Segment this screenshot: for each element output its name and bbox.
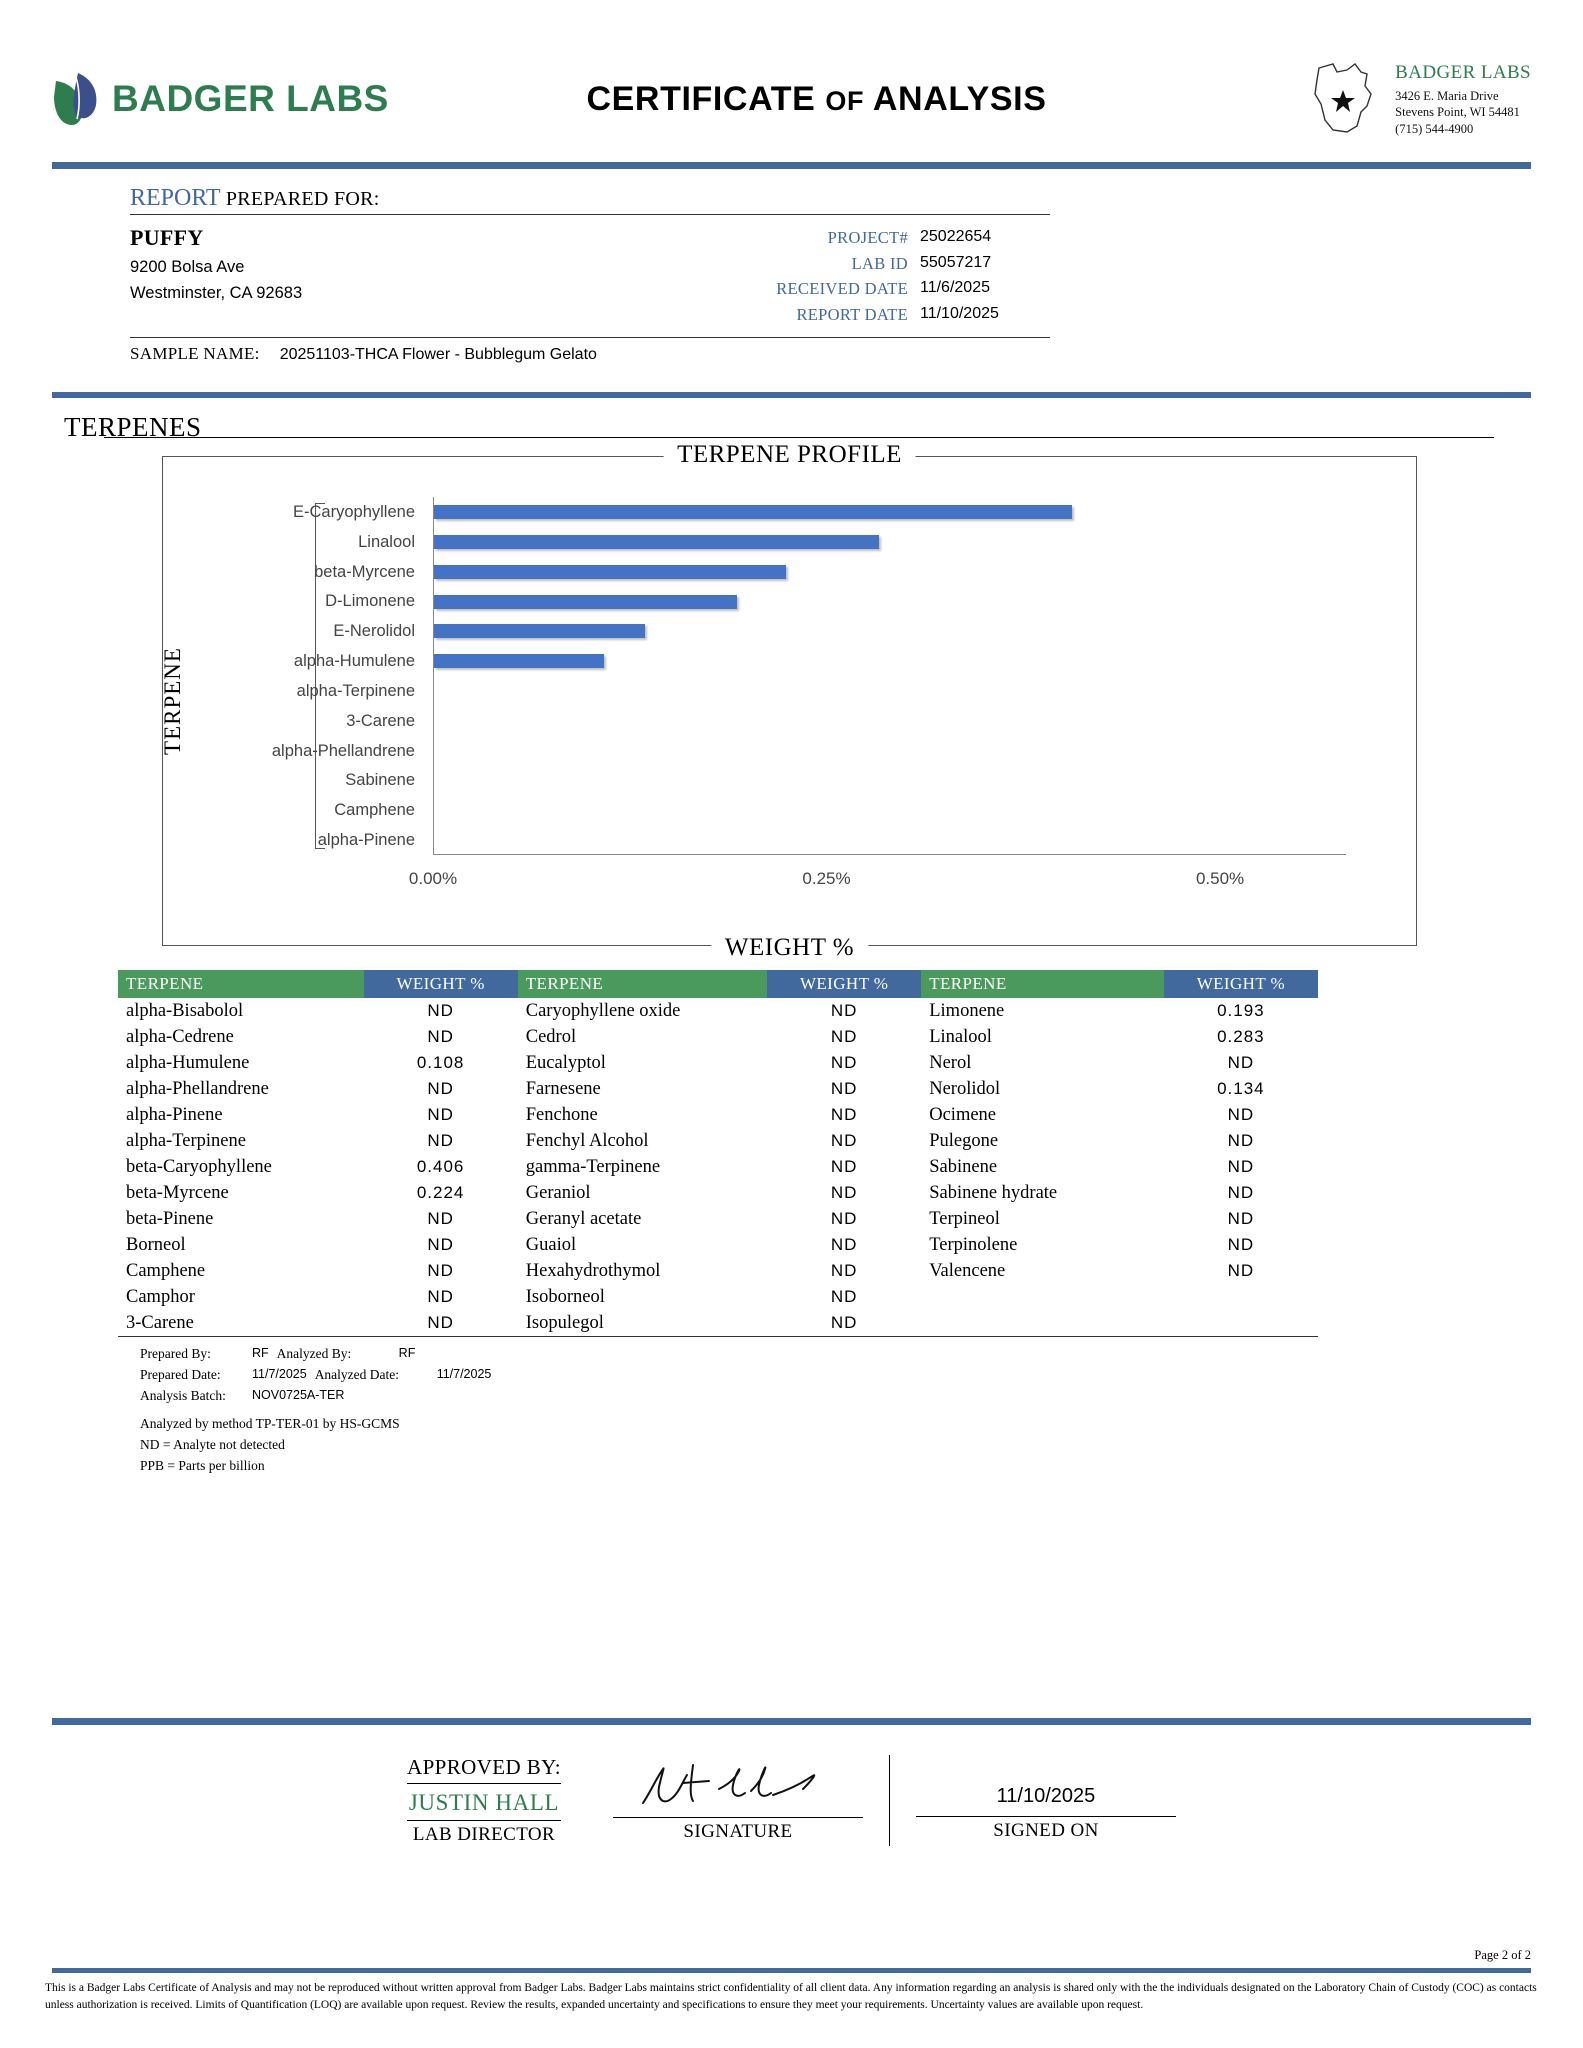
terpene-weight-cell: ND <box>427 1235 454 1255</box>
chart-bar <box>434 505 1072 519</box>
signed-on-col <box>889 1755 1202 1846</box>
chart-x-tick: 0.50% <box>1195 869 1245 889</box>
terpene-name-cell: Caryophyllene oxide <box>525 1000 681 1021</box>
terpene-weight-cell: ND <box>830 1287 858 1307</box>
terpene-weight-cell: ND <box>830 1157 858 1177</box>
chart-x-tick-labels <box>408 869 1346 893</box>
terpene-weight-cell: 0.134 <box>1217 1079 1265 1099</box>
table-row <box>118 1180 1318 1206</box>
terpene-weight-cell: 0.108 <box>416 1053 465 1073</box>
col-header-terpene-2: TERPENE <box>518 970 767 998</box>
chart-bars <box>433 497 1346 855</box>
terpene-name-cell: Sabinene <box>929 1156 998 1177</box>
table-row <box>118 1206 1318 1232</box>
table-header-row <box>118 970 1318 998</box>
terpene-weight-cell: ND <box>830 1183 858 1203</box>
signed-on-label: SIGNED ON <box>916 1816 1176 1842</box>
approver-name: JUSTIN HALL <box>408 1790 560 1815</box>
terpene-weight-cell: ND <box>427 1079 454 1099</box>
meta-label-project: PROJECT# <box>827 228 908 247</box>
terpene-name-cell: Nerolidol <box>929 1078 1001 1099</box>
client-address-line-1: 9200 Bolsa Ave <box>130 258 245 276</box>
chart-x-axis-line <box>433 854 1346 856</box>
analysis-metadata <box>140 1344 1531 1477</box>
section-title: TERPENES <box>64 412 202 443</box>
chart-bar <box>434 595 737 609</box>
terpene-weight-cell: ND <box>1227 1183 1255 1203</box>
chart-x-axis-title: WEIGHT % <box>711 934 868 962</box>
sample-name-label: SAMPLE NAME: <box>130 344 260 364</box>
report-heading-prepared: PREPARED FOR: <box>225 188 380 210</box>
chart-bar <box>434 624 645 638</box>
meta-row-project <box>630 225 1050 251</box>
footer-divider <box>52 1968 1531 1973</box>
table-row <box>118 1050 1318 1076</box>
chart-category-label: alpha-Terpinene <box>296 681 415 700</box>
terpene-name-cell: Geranyl acetate <box>525 1208 642 1229</box>
terpene-weight-cell: ND <box>830 1261 858 1281</box>
terpene-name-cell: Linalool <box>929 1026 992 1047</box>
chart-category-labels <box>163 497 425 855</box>
report-info <box>52 185 1531 364</box>
chart-bar-row <box>434 684 1346 698</box>
table-row <box>118 1102 1318 1128</box>
terpene-name-cell: Hexahydrothymol <box>525 1260 661 1281</box>
terpene-weight-cell: ND <box>427 1027 454 1047</box>
terpene-name-cell: gamma-Terpinene <box>525 1156 661 1177</box>
terpene-name-cell: alpha-Phellandrene <box>126 1078 269 1099</box>
terpene-name-cell: Geraniol <box>525 1182 591 1203</box>
terpene-name-cell: Nerol <box>929 1052 972 1073</box>
meta-value-received: 11/6/2025 <box>920 279 990 297</box>
chart-category-label: alpha-Humulene <box>293 652 415 671</box>
terpene-weight-cell: ND <box>427 1131 454 1151</box>
col-header-weight-3: WEIGHT % <box>1164 970 1318 998</box>
terpene-name-cell: Fenchyl Alcohol <box>525 1130 649 1151</box>
page-number: Page 2 of 2 <box>1474 1948 1531 1962</box>
section-title-underline <box>104 437 1494 438</box>
meta-label-reportdate: REPORT DATE <box>796 304 908 324</box>
terpene-weight-cell <box>1164 1284 1318 1310</box>
lab-info <box>1201 60 1531 138</box>
terpene-weight-cell: ND <box>830 1079 858 1099</box>
page-title <box>432 80 1201 119</box>
signed-on-date: 11/10/2025 <box>996 1785 1096 1807</box>
terpene-name-cell: Farnesene <box>525 1078 601 1099</box>
terpene-weight-cell: ND <box>830 1313 858 1333</box>
terpene-weight-cell: ND <box>830 1209 858 1229</box>
chart-category-label: alpha-Pinene <box>317 831 415 850</box>
col-header-weight-2: WEIGHT % <box>767 970 921 998</box>
sample-row <box>130 337 1050 364</box>
terpene-name-cell: beta-Caryophyllene <box>126 1156 272 1177</box>
terpene-weight-cell: ND <box>830 1105 858 1125</box>
terpene-weight-cell: ND <box>830 1131 858 1151</box>
report-heading-word: REPORT <box>130 185 221 211</box>
terpene-name-cell: alpha-Pinene <box>126 1104 223 1125</box>
approver-role: LAB DIRECTOR <box>407 1820 561 1846</box>
analyzed-by-value: RF <box>398 1346 416 1361</box>
table-row <box>118 1128 1318 1154</box>
terpene-name-cell: Sabinene hydrate <box>929 1182 1058 1203</box>
terpene-weight-cell: ND <box>427 1261 454 1281</box>
terpene-weight-cell: 0.193 <box>1217 1001 1265 1021</box>
terpene-name-cell: Terpineol <box>929 1208 1000 1229</box>
analyzed-by-label: Analyzed By: <box>276 1346 352 1362</box>
meta-row-labid <box>630 251 1050 277</box>
terpene-weight-cell: ND <box>1227 1131 1255 1151</box>
terpene-weight-cell: 0.406 <box>416 1157 465 1177</box>
wisconsin-map-icon <box>1303 60 1383 138</box>
section-divider <box>52 392 1531 398</box>
prepared-by-label: Prepared By: <box>140 1346 211 1362</box>
meta-row-reportdate <box>630 302 1050 328</box>
terpene-weight-cell <box>1164 1310 1318 1336</box>
chart-category-label: 3-Carene <box>346 711 415 730</box>
meta-row-received <box>630 276 1050 302</box>
chart-category-label: E-Nerolidol <box>333 622 415 641</box>
terpene-name-cell: alpha-Humulene <box>126 1052 250 1073</box>
analysis-batch-row <box>140 1386 1531 1407</box>
terpene-name-cell: Camphene <box>126 1260 206 1281</box>
signature-col <box>587 1755 889 1846</box>
terpene-name-cell: Ocimene <box>929 1104 997 1125</box>
chart-bar-row <box>434 803 1346 817</box>
terpene-name-cell: alpha-Bisabolol <box>126 1000 244 1021</box>
chart-category-label: alpha-Phellandrene <box>271 741 415 760</box>
chart-title: TERPENE PROFILE <box>663 441 916 469</box>
terpene-name-cell: alpha-Terpinene <box>126 1130 246 1151</box>
meta-value-reportdate: 11/10/2025 <box>920 304 999 322</box>
method-note: Analyzed by method TP-TER-01 by HS-GCMS <box>140 1416 400 1432</box>
terpene-name-cell: beta-Pinene <box>126 1208 214 1229</box>
ppb-note: PPB = Parts per billion <box>140 1457 265 1473</box>
prepared-by-value: RF <box>252 1346 269 1361</box>
terpene-weight-cell: ND <box>427 1313 454 1333</box>
terpene-weight-cell: ND <box>830 1001 858 1021</box>
terpene-name-cell: Isoborneol <box>525 1286 605 1307</box>
chart-bar-row <box>434 774 1346 788</box>
lab-address <box>1395 60 1531 138</box>
chart-bar <box>434 654 604 668</box>
terpene-weight-cell: ND <box>427 1209 454 1229</box>
chart-category-label: Linalool <box>358 532 415 551</box>
chart-bar-row <box>434 714 1346 728</box>
terpene-weight-cell: ND <box>830 1235 858 1255</box>
chart-bar-row <box>434 565 1346 579</box>
terpene-name-cell <box>921 1284 1163 1310</box>
table-row <box>118 1284 1318 1310</box>
sample-name-value: 20251103-THCA Flower - Bubblegum Gelato <box>279 346 597 364</box>
terpene-name-cell: Limonene <box>929 1000 1005 1021</box>
chart-category-label: E-Caryophyllene <box>293 502 415 521</box>
terpene-name-cell: Valencene <box>929 1260 1006 1281</box>
terpene-name-cell: beta-Myrcene <box>126 1182 229 1203</box>
terpene-weight-cell: ND <box>427 1001 454 1021</box>
terpene-name-cell: Eucalyptol <box>525 1052 606 1073</box>
terpene-weight-cell: ND <box>830 1053 858 1073</box>
analyzed-date-label: Analyzed Date: <box>314 1367 400 1383</box>
terpene-weight-cell: ND <box>1227 1261 1255 1281</box>
prepared-date-label: Prepared Date: <box>140 1367 221 1383</box>
chart-bar-row <box>434 595 1346 609</box>
approved-by-label: APPROVED BY: <box>407 1755 561 1784</box>
terpene-name-cell: Borneol <box>126 1234 186 1255</box>
title-of: OF <box>825 85 865 116</box>
terpene-name-cell: Pulegone <box>929 1130 999 1151</box>
meta-value-labid: 55057217 <box>920 253 992 271</box>
terpene-name-cell: Guaiol <box>525 1234 577 1255</box>
chart-plot-area <box>433 497 1346 855</box>
chart-bar-row <box>434 624 1346 638</box>
table-row <box>118 1232 1318 1258</box>
chart-bar <box>434 565 786 579</box>
lab-address-line-1: 3426 E. Maria Drive <box>1395 88 1499 103</box>
client-block <box>130 225 630 327</box>
lab-name: BADGER LABS <box>1395 61 1531 83</box>
title-tail: ANALYSIS <box>872 79 1047 118</box>
terpene-weight-cell: ND <box>1227 1209 1255 1229</box>
chart-bar-row <box>434 505 1346 519</box>
terpene-weight-cell: ND <box>1227 1235 1255 1255</box>
terpene-name-cell: Isopulegol <box>525 1312 604 1333</box>
prepared-by-row <box>140 1344 1531 1365</box>
chart-y-axis-title: TERPENE <box>160 647 185 756</box>
chart-bar-row <box>434 654 1346 668</box>
terpene-weight-cell: ND <box>1227 1105 1255 1125</box>
terpene-results-table <box>118 970 1318 1336</box>
terpene-weight-cell: ND <box>427 1287 454 1307</box>
meta-value-project: 25022654 <box>920 228 992 245</box>
analysis-batch-label: Analysis Batch: <box>140 1388 226 1404</box>
approved-by-col <box>381 1755 587 1846</box>
chart-x-tick: 0.25% <box>802 869 851 889</box>
brand <box>52 71 472 127</box>
lab-phone: (715) 544-4900 <box>1395 122 1474 137</box>
analyzed-date-value: 11/7/2025 <box>436 1367 492 1382</box>
col-header-terpene-1: TERPENE <box>118 970 364 998</box>
table-row <box>118 998 1318 1024</box>
terpene-weight-cell: 0.224 <box>416 1183 465 1203</box>
brand-name: BADGER LABS <box>112 78 389 119</box>
chart-bar-row <box>434 535 1346 549</box>
chart-bar-row <box>434 744 1346 758</box>
approval-block <box>0 1755 1583 1846</box>
col-header-terpene-3: TERPENE <box>921 970 1163 998</box>
approval-divider <box>52 1718 1531 1725</box>
table-row <box>118 1310 1318 1336</box>
chart-bar <box>434 535 879 549</box>
terpene-weight-cell: ND <box>830 1027 858 1047</box>
prepared-date-row <box>140 1365 1531 1386</box>
terpene-name-cell: 3-Carene <box>126 1312 194 1333</box>
header-divider <box>52 162 1531 169</box>
nd-note: ND = Analyte not detected <box>140 1436 285 1452</box>
col-header-weight-1: WEIGHT % <box>364 970 518 998</box>
terpene-name-cell: Terpinolene <box>929 1234 1018 1255</box>
client-address-line-2: Westminster, CA 92683 <box>130 284 303 302</box>
terpene-weight-cell: ND <box>1227 1157 1255 1177</box>
terpene-name-cell: alpha-Cedrene <box>126 1026 234 1047</box>
chart-category-label: Sabinene <box>345 771 415 790</box>
table-row <box>118 1076 1318 1102</box>
meta-label-received: RECEIVED DATE <box>776 279 908 299</box>
meta-label-labid: LAB ID <box>851 253 908 273</box>
terpene-weight-cell: ND <box>427 1105 454 1125</box>
terpene-name-cell: Fenchone <box>525 1104 598 1125</box>
title-main: CERTIFICATE <box>586 79 816 118</box>
terpene-name-cell <box>921 1310 1163 1336</box>
signature-label: SIGNATURE <box>613 1817 863 1843</box>
table-row <box>118 1024 1318 1050</box>
chart-category-label: D-Limonene <box>325 592 415 611</box>
signature-image <box>613 1755 863 1817</box>
report-meta <box>630 225 1050 327</box>
terpene-weight-cell: ND <box>1227 1053 1255 1073</box>
chart-category-label: beta-Myrcene <box>314 562 415 581</box>
badger-leaf-logo-icon <box>52 71 98 127</box>
footer-disclaimer: This is a Badger Labs Certificate of Analysis and may not be reproduced without written approval from Badger Labs. Badger Labs maintains strict confidentiality of all client data. Any information regarding an analysis is shared only with the the individuals designated on the Laboratory Chain of Custody (COC) as contacts unless authorization is received. Limits of Quantification (LOQ) are available upon request. Review the results, expanded uncertainty and specifications to ensure they meet your requirements. Uncertainty values are available upon request. <box>45 1982 1537 2012</box>
analysis-batch-value: NOV0725A-TER <box>252 1388 345 1403</box>
report-heading <box>130 185 1050 215</box>
table-row <box>118 1154 1318 1180</box>
table-bottom-rule <box>118 1336 1318 1337</box>
client-name: PUFFY <box>130 225 204 250</box>
chart-x-tick: 0.00% <box>408 869 458 889</box>
terpene-name-cell: Cedrol <box>525 1026 577 1047</box>
terpene-profile-chart <box>160 441 1417 962</box>
prepared-date-value: 11/7/2025 <box>252 1367 307 1382</box>
terpene-weight-cell: 0.283 <box>1217 1027 1265 1047</box>
table-row <box>118 1258 1318 1284</box>
lab-address-line-2: Stevens Point, WI 54481 <box>1395 105 1520 120</box>
terpene-name-cell: Camphor <box>126 1286 195 1307</box>
chart-category-label: Camphene <box>334 801 415 820</box>
chart-bar-row <box>434 833 1346 847</box>
page-header <box>52 0 1531 154</box>
